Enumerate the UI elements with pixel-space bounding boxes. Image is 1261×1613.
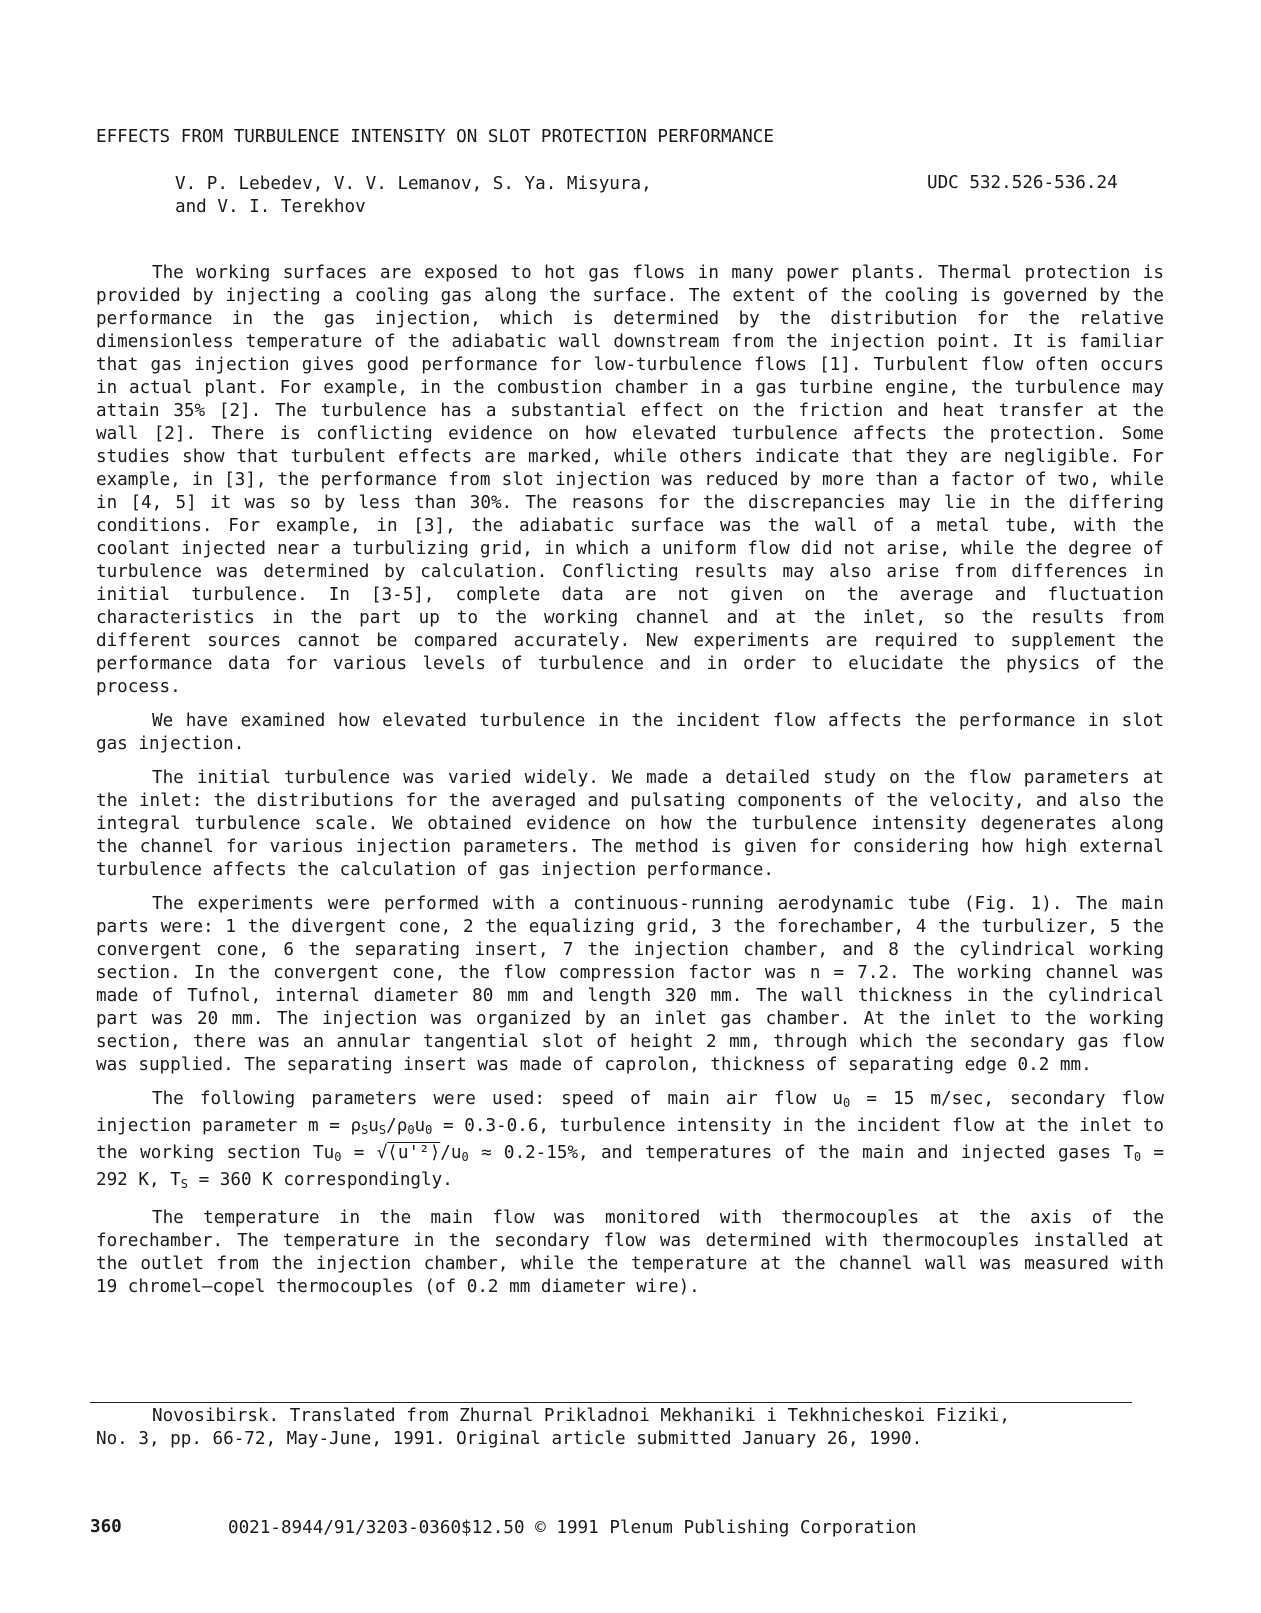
text-run: u (414, 1116, 426, 1136)
footnote-line-2: No. 3, pp. 66-72, May-June, 1991. Original article submitted January 26, 1990. (96, 1429, 923, 1449)
article-title: EFFECTS FROM TURBULENCE INTENSITY ON SLOT PROTECTION PERFORMANCE (96, 127, 774, 147)
paragraph-6: The temperature in the main flow was monitored with thermocouples at the axis of the forechamber. The temperature in the secondary flow was determined with thermocouples installed at the outlet from the injection chamber, while the temperature at the channel wall was measured with 19 chromel—copel thermocouples (of 0.2 mm diameter wire). (96, 1208, 1164, 1297)
text-run: = 0.3-0.6, turbulence intensity in the incident flow at the inlet to the working section Tu (96, 1116, 1164, 1163)
text-run: /u (440, 1143, 462, 1163)
subscript: 0 (1133, 1150, 1142, 1164)
text-run: = 15 m/sec, secondary flow injection parameter m = ρ (96, 1089, 1164, 1136)
subscript: 0 (334, 1150, 342, 1164)
subscript: 0 (843, 1096, 851, 1110)
subscript: S (378, 1123, 387, 1137)
paragraph-4: The experiments were performed with a continuous-running aerodynamic tube (Fig. 1). The main parts were: 1 the divergent cone, 2 the equalizing grid, 3 the forechamber, 4 the turbulizer, 5 the convergent cone, 6 the separating insert, 7 the injection chamber, and 8 the cylindrical working section. In the convergent cone, the flow compression factor was n = 7.2. The working channel was made of Tufnol, internal diameter 80 mm and length 320 mm. The wall thickness in the cylindrical part was 20 mm. The injection was organized by an inlet gas chamber. At the inlet to the working section, there was an annular tangential slot of height 2 mm, through which the secondary gas flow was supplied. The separating insert was made of caprolon, thickness of separating edge 0.2 mm. (96, 894, 1164, 1075)
paragraph-3: The initial turbulence was varied widely. We made a detailed study on the flow parameters at the inlet: the distributions for the averaged and pulsating components of the velocity, and also the integral turbulence scale. We obtained evidence on how the turbulence intensity degenerates along the channel for various injection parameters. The method is given for considering how high external turbulence affects the calculation of gas injection performance. (96, 768, 1164, 880)
text-run: The following parameters were used: speed of main air flow u (152, 1089, 844, 1109)
text-run: ≈ 0.2-15%, and temperatures of the main and injected gases T (468, 1143, 1134, 1163)
page-number: 360 (90, 1517, 122, 1537)
subscript: S (180, 1177, 188, 1191)
footnote-divider (90, 1402, 1132, 1403)
author-list (175, 173, 652, 219)
radicand: ⟨u'²⟩ (387, 1143, 441, 1163)
copyright-line: 0021-8944/91/3203-0360$12.50 © 1991 Plenum Publishing Corporation (228, 1518, 917, 1538)
text-run: = 360 K correspondingly. (187, 1170, 453, 1190)
text-run: = 292 K, T (96, 1143, 1164, 1190)
text-run: = √ (341, 1143, 388, 1163)
authors-line-1: V. P. Lebedev, V. V. Lemanov, S. Ya. Misyura, (175, 174, 652, 194)
paragraph-2: We have examined how elevated turbulence in the incident flow affects the performance in slot gas injection. (96, 711, 1164, 754)
text-run: u (368, 1116, 379, 1136)
subscript: S (361, 1123, 369, 1137)
text-run: /ρ (386, 1116, 408, 1136)
subscript: 0 (407, 1123, 415, 1137)
authors-line-2: and V. I. Terekhov (175, 197, 366, 217)
subscript: 0 (461, 1150, 469, 1164)
udc-code: UDC 532.526-536.24 (927, 173, 1118, 193)
subscript: 0 (425, 1123, 433, 1137)
paragraph-1: The working surfaces are exposed to hot gas flows in many power plants. Thermal protection is provided by injecting a cooling gas along the surface. The extent of the cooling is governed by the performance in the gas injection, which is determined by the distribution for the relative dimensionless temperature of the adiabatic wall downstream from the injection point. It is familiar that gas injection gives good performance for low-turbulence flows [1]. Turbulent flow often occurs in actual plant. For example, in the combustion chamber in a gas turbine engine, the turbulence may attain 35% [2]. The turbulence has a substantial effect on the friction and heat transfer at the wall [2]. There is conflicting evidence on how elevated turbulence affects the protection. Some studies show that turbulent effects are marked, while others indicate that they are negligible. For example, in [3], the performance from slot injection was reduced by more than a factor of two, while in [4, 5] it was so by less than 30%. The reasons for the discrepancies may lie in the differing conditions. For example, in [3], the adiabatic surface was the wall of a metal tube, with the coolant injected near a turbulizing grid, in which a uniform flow did not arise, while the degree of turbulence was determined by calculation. Conflicting results may also arise from differences in initial turbulence. In [3-5], complete data are not given on the average and fluctuation characteristics in the part up to the working channel and at the inlet, so the results from different sources cannot be compared accurately. New experiments are required to supplement the performance data for various levels of turbulence and in order to elucidate the physics of the process. (96, 263, 1164, 697)
footnote-line-1: Novosibirsk. Translated from Zhurnal Prikladnoi Mekhaniki i Tekhnicheskoi Fiziki, (152, 1406, 1010, 1426)
article-body (96, 262, 1164, 1299)
paragraph-5 (96, 1088, 1164, 1196)
footnote (96, 1405, 1156, 1451)
